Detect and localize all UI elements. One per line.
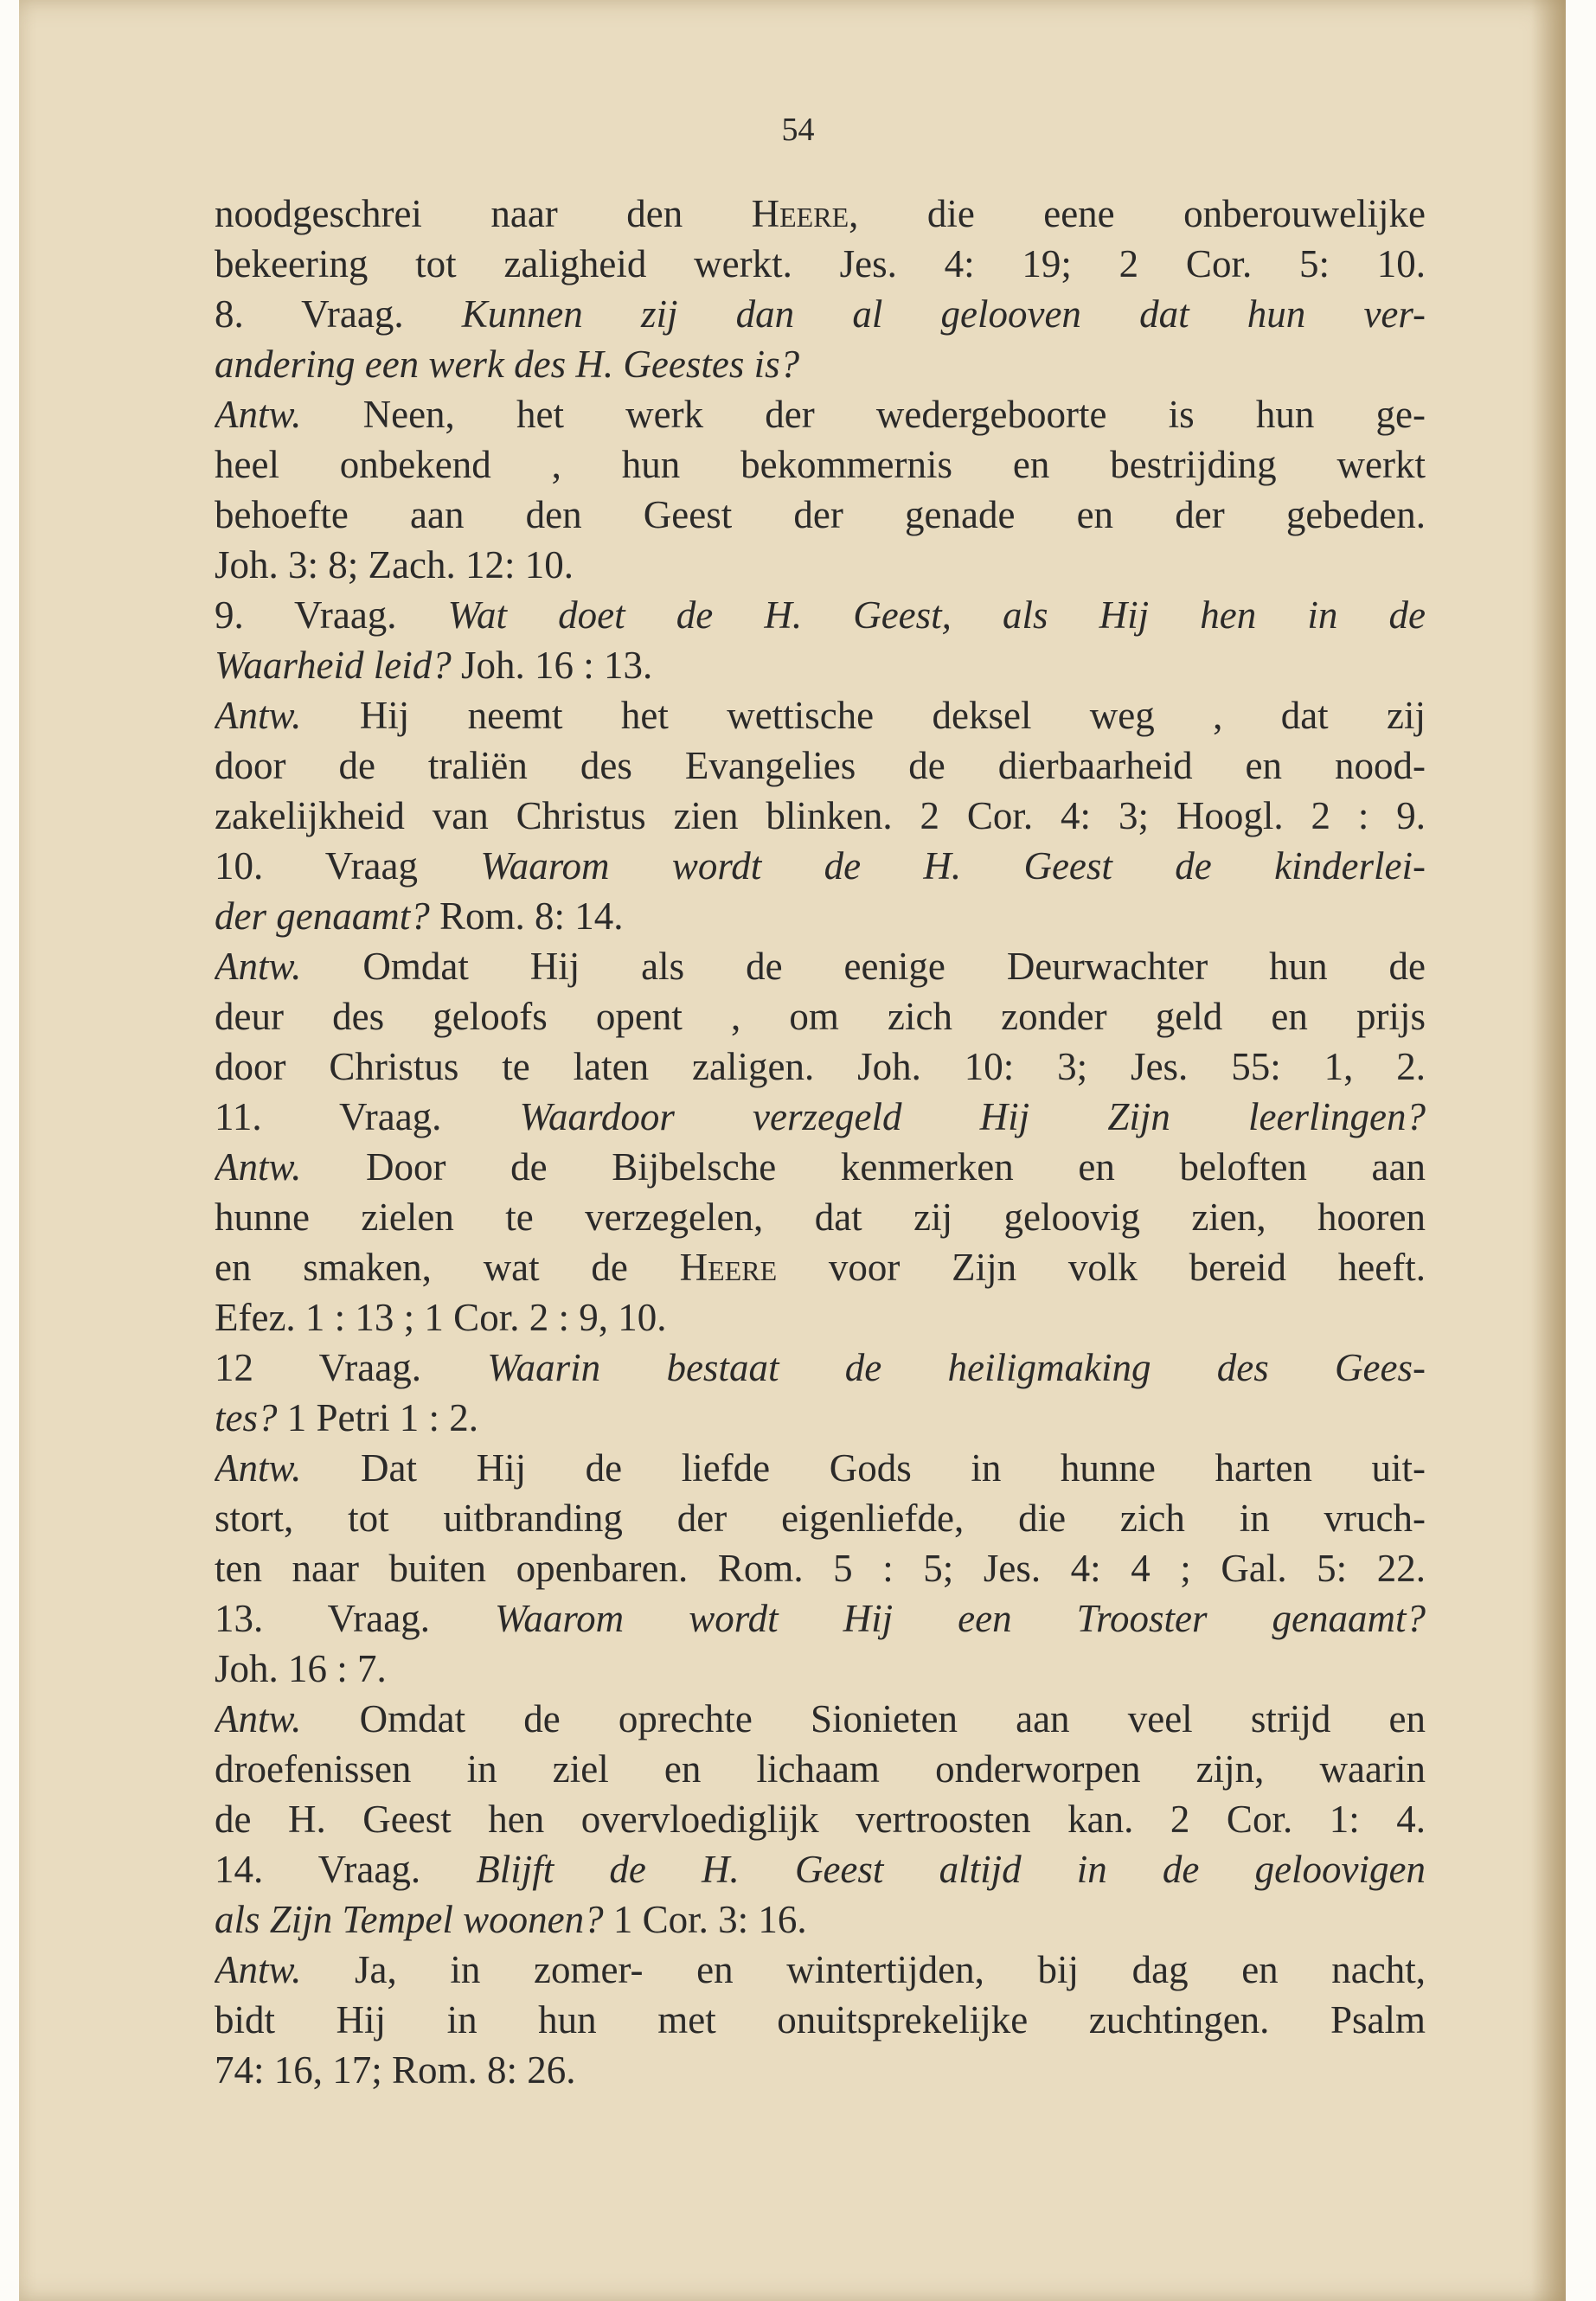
text-run: Ja, in zomer- en wintertijden, bij dag en nacht,: [301, 1948, 1426, 1991]
text-line: [215, 1142, 1426, 1192]
small-caps-text: Heere: [679, 1246, 778, 1289]
text-line: [215, 339, 1426, 389]
text-run: hunne zielen te verzegelen, dat zij geloovig zien, hooren: [215, 1195, 1426, 1239]
text-line: [215, 239, 1426, 289]
text-line: [215, 590, 1426, 640]
italic-text: Antw.: [215, 393, 302, 436]
text-run: 10. Vraag: [215, 844, 481, 888]
text-run: deur des geloofs opent , om zich zonder geld en prijs: [215, 995, 1426, 1038]
text-line: [215, 1443, 1426, 1493]
italic-text: Blijft de H. Geest altijd in de geloovigen: [476, 1848, 1426, 1891]
text-run: ten naar buiten openbaren. Rom. 5 : 5; Jes. 4: 4 ; Gal. 5: 22.: [215, 1547, 1426, 1590]
italic-text: Antw.: [215, 945, 302, 988]
text-run: 1 Petri 1 : 2.: [277, 1396, 478, 1439]
text-run: 13. Vraag.: [215, 1597, 495, 1640]
text-line: [215, 841, 1426, 891]
text-line: [215, 1092, 1426, 1142]
text-line: [215, 1042, 1426, 1092]
text-run: bidt Hij in hun met onuitsprekelijke zuchtingen. Psalm: [215, 1998, 1426, 2041]
text-line: [215, 891, 1426, 941]
text-line: [215, 991, 1426, 1042]
italic-text: andering een werk des H. Geestes is?: [215, 343, 800, 386]
italic-text: Antw.: [215, 1948, 302, 1991]
text-run: stort, tot uitbranding der eigenliefde, die zich in vruch-: [215, 1497, 1426, 1540]
text-line: [215, 1192, 1426, 1242]
text-run: behoefte aan den Geest der genade en der gebeden.: [215, 493, 1426, 536]
text-run: 74: 16, 17; Rom. 8: 26.: [215, 2048, 576, 2092]
text-line: [215, 1844, 1426, 1894]
text-run: 11. Vraag.: [215, 1095, 520, 1138]
text-line: [215, 540, 1426, 590]
text-run: Joh. 3: 8; Zach. 12: 10.: [215, 543, 574, 586]
text-line: [215, 1995, 1426, 2045]
text-run: 8. Vraag.: [215, 292, 462, 336]
italic-text: Wat doet de H. Geest, als Hij hen in de: [447, 593, 1426, 637]
text-line: [215, 1794, 1426, 1844]
italic-text: Waarheid leid?: [215, 644, 452, 687]
text-run: Joh. 16 : 13.: [451, 644, 653, 687]
text-line: [215, 941, 1426, 991]
text-line: [215, 389, 1426, 439]
italic-text: Kunnen zij dan al gelooven dat hun ver-: [461, 292, 1426, 336]
italic-text: Waarom wordt Hij een Trooster genaamt?: [494, 1597, 1426, 1640]
text-line: [215, 640, 1426, 690]
italic-text: als Zijn Tempel woonen?: [215, 1898, 604, 1941]
text-line: [215, 1694, 1426, 1744]
text-run: Rom. 8: 14.: [429, 894, 624, 938]
text-run: Neen, het werk der wedergeboorte is hun ge-: [301, 393, 1426, 436]
text-line: [215, 1292, 1426, 1343]
text-line: [215, 1242, 1426, 1292]
text-run: de H. Geest hen overvloediglijk vertroosten kan. 2 Cor. 1: 4.: [215, 1798, 1426, 1841]
text-line: [215, 1945, 1426, 1995]
text-line: [215, 1543, 1426, 1593]
text-run: noodgeschrei naar den: [215, 192, 752, 235]
text-run: door de traliën des Evangelies de dierbaarheid en nood-: [215, 744, 1426, 787]
text-run: 1 Cor. 3: 16.: [603, 1898, 807, 1941]
text-run: Hij neemt het wettische deksel weg , dat zij: [301, 694, 1426, 737]
text-run: bekeering tot zaligheid werkt. Jes. 4: 19; 2 Cor. 5: 10.: [215, 242, 1426, 285]
text-line: [215, 289, 1426, 339]
text-run: zakelijkheid van Christus zien blinken. 2 Cor. 4: 3; Hoogl. 2 : 9.: [215, 794, 1426, 837]
text-run: droefenissen in ziel en lichaam onderworpen zijn, waarin: [215, 1747, 1426, 1791]
text-line: [215, 2045, 1426, 2095]
text-line: [215, 1493, 1426, 1543]
italic-text: Antw.: [215, 1145, 302, 1189]
text-run: en smaken, wat de: [215, 1246, 680, 1289]
text-line: [215, 1644, 1426, 1694]
italic-text: Antw.: [215, 1697, 302, 1740]
text-run: Omdat de oprechte Sionieten aan veel strijd en: [301, 1697, 1426, 1740]
italic-text: der genaamt?: [215, 894, 430, 938]
text-run: voor Zijn volk bereid heeft.: [777, 1246, 1426, 1289]
text-line: [215, 1593, 1426, 1644]
text-run: Omdat Hij als de eenige Deurwachter hun de: [301, 945, 1426, 988]
small-caps-text: Heere: [751, 192, 849, 235]
italic-text: Waardoor verzegeld Hij Zijn leerlingen?: [519, 1095, 1426, 1138]
text-line: [215, 1393, 1426, 1443]
text-line: [215, 1343, 1426, 1393]
text-run: , die eene onberouwelijke: [849, 192, 1426, 235]
italic-text: Waarom wordt de H. Geest de kinderlei-: [480, 844, 1426, 888]
text-line: [215, 690, 1426, 740]
text-line: [215, 740, 1426, 791]
text-line: [215, 490, 1426, 540]
text-line: [215, 791, 1426, 841]
italic-text: Waarin bestaat de heiligmaking des Gees-: [487, 1346, 1426, 1389]
italic-text: tes?: [215, 1396, 278, 1439]
text-run: Efez. 1 : 13 ; 1 Cor. 2 : 9, 10.: [215, 1296, 667, 1339]
text-line: [215, 1744, 1426, 1794]
page-edge-shadow: [1531, 0, 1566, 2301]
italic-text: Antw.: [215, 1446, 302, 1490]
text-run: Joh. 16 : 7.: [215, 1647, 387, 1690]
text-run: 12 Vraag.: [215, 1346, 488, 1389]
text-run: 9. Vraag.: [215, 593, 448, 637]
text-line: [215, 439, 1426, 490]
text-run: 14. Vraag.: [215, 1848, 477, 1891]
text-run: door Christus te laten zaligen. Joh. 10: 3; Jes. 55: 1, 2.: [215, 1045, 1426, 1088]
text-run: Door de Bijbelsche kenmerken en beloften aan: [301, 1145, 1426, 1189]
text-run: Dat Hij de liefde Gods in hunne harten uit-: [301, 1446, 1426, 1490]
italic-text: Antw.: [215, 694, 302, 737]
text-line: [215, 1894, 1426, 1945]
text-line: [215, 189, 1426, 239]
body-text: [215, 189, 1426, 2095]
text-run: heel onbekend , hun bekommernis en bestrijding werkt: [215, 443, 1426, 486]
page-number: 54: [781, 112, 815, 148]
